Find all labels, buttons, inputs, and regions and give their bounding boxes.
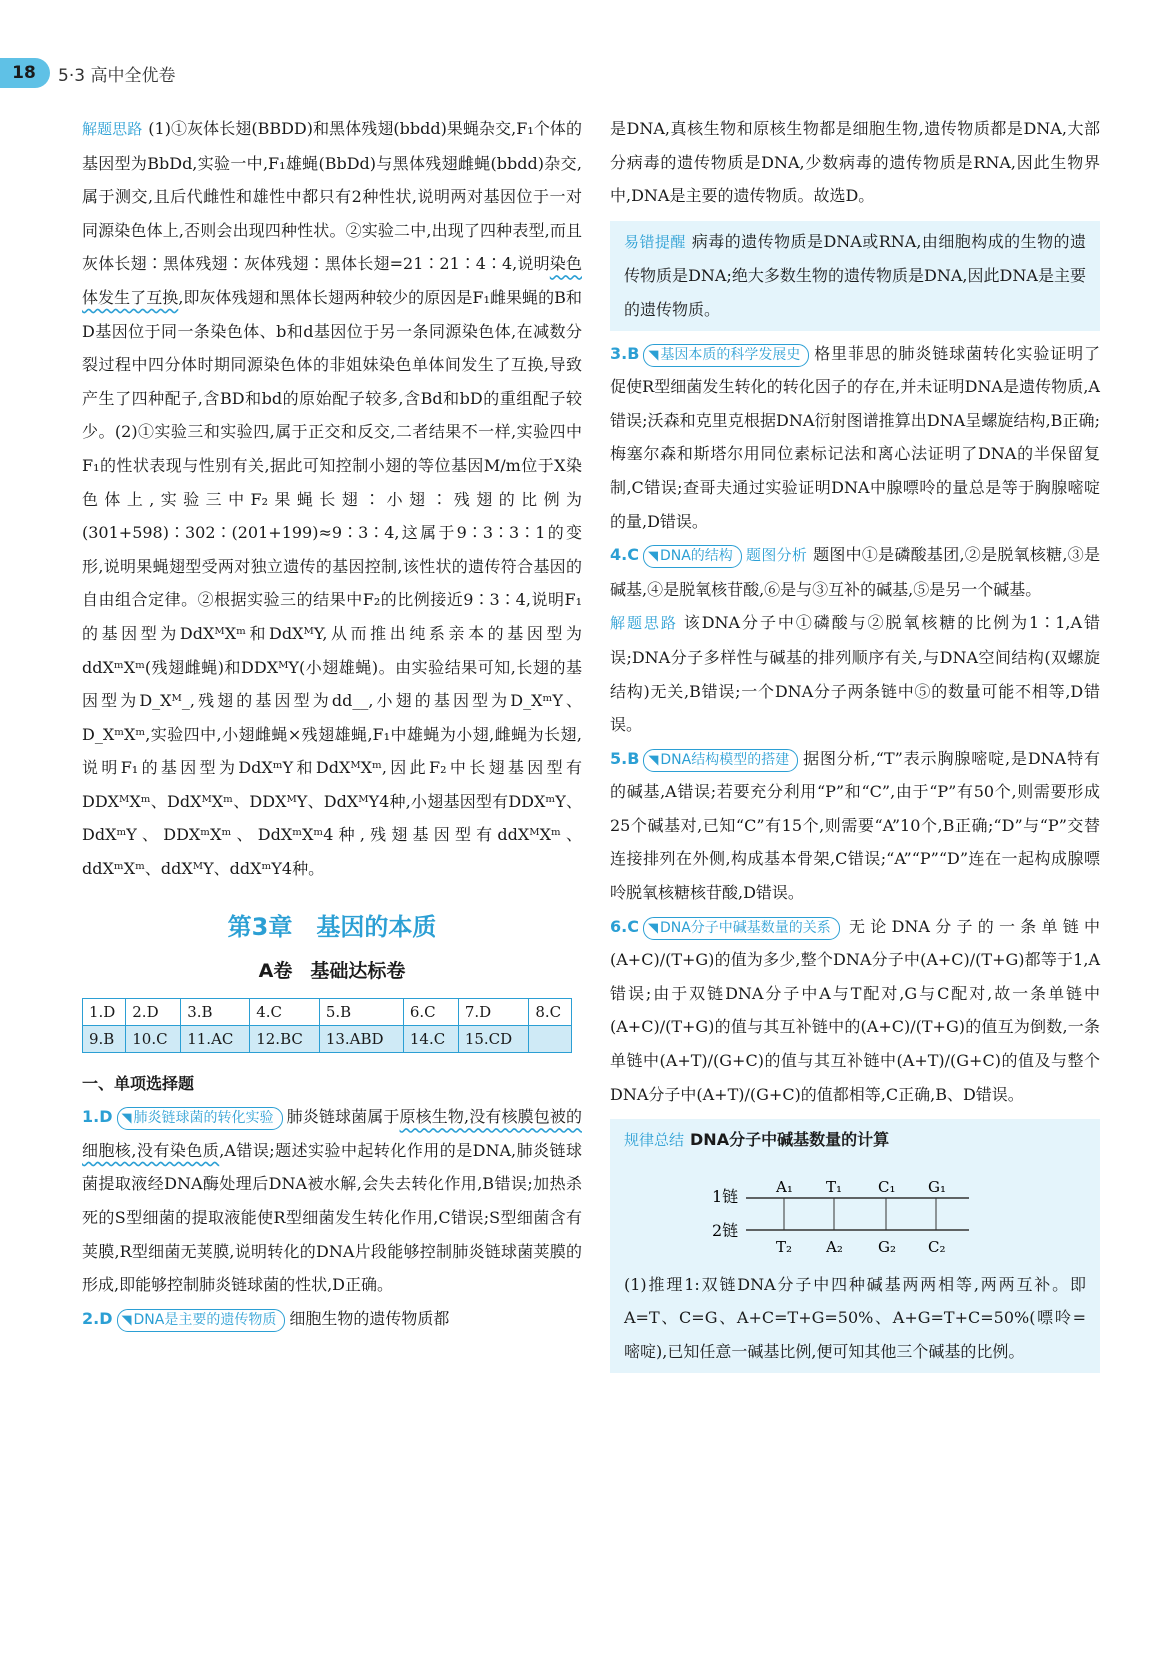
- error-reminder-label: 易错提醒: [624, 232, 686, 251]
- volume-title: A卷 基础达标卷: [258, 959, 406, 982]
- question-4-solution: 解题思路 该DNA分子中①磷酸与②脱氧核糖的比例为1∶1,A错误;DNA分子多样性与碱基的排列顺序有关,与DNA空间结构(双螺旋结构)无关,B错误;一个DNA分子两条链中⑤的数量可能不相等,D错误。: [610, 613, 1100, 735]
- page-header: [0, 48, 400, 96]
- strand-1-base: A₁: [776, 1177, 793, 1196]
- topic-tag: ◥ 基因本质的科学发展史: [643, 344, 809, 367]
- strand-1-base: C₁: [878, 1177, 896, 1196]
- rule-text: (1)推理1:双链DNA分子中四种碱基两两相等,两两互补。即A=T、C=G、A+C=T+G=50%、A+G=T+C=50%(嘌呤=嘧啶),已知任意一碱基比例,便可知其他三个碱基的比例。: [624, 1274, 1086, 1361]
- rule-summary-box: 规律总结 DNA分子中碱基数量的计算 1链 2链 A₁ T₁ C₁ G₁ T₂ A₂ G₂ C₂ (1)推理1:双链DNA分子中四种碱基两两相等,两两互补。即A=T、C=G、A+C=T+G=50%、A+G=T+C=50%(嘌呤=嘧啶),已知任意一碱基比例,便可知其他三个碱基的比例。: [610, 1119, 1100, 1372]
- flag-icon: ◥: [647, 920, 658, 936]
- answer-table: [82, 998, 572, 1053]
- question-4: 4.C ◥ DNA的结构 题图分析 题图中①是磷酸基团,②是脱氧核糖,③是碱基,④是脱氧核苷酸,⑥是与③互补的碱基,⑤是另一个碱基。: [610, 545, 1100, 599]
- strand-1-label: 1链: [712, 1186, 739, 1206]
- topic-tag: ◥ DNA是主要的遗传物质: [117, 1309, 286, 1332]
- flag-icon: ◥: [647, 549, 658, 565]
- right-column: [610, 112, 1100, 1379]
- left-column: [82, 112, 582, 1335]
- solution-paragraph: 解题思路 (1)①灰体长翅(BBDD)和黑体残翅(bbdd)果蝇杂交,F₁个体的基因型为BbDd,实验一中,F₁雄蝇(BbDd)与黑体残翅雌蝇(bbdd)杂交,属于测交,且后代雌性和雄性中都只有2种性状,说明两对基因位于一对同源染色体上,否则会出现四种性状。②实验二中,出现了四种表型,而且灰体长翅∶黑体残翅∶灰体残翅∶黑体长翅=21∶21∶4∶4,说明染色体发生了互换,即灰体残翅和黑体长翅两种较少的原因是F₁雌果蝇的B和D基因位于同一条染色体、b和d基因位于另一条同源染色体,在减数分裂过程中四分体时期同源染色体的非姐妹染色单体间发生了互换,导致产生了四种配子,含BD和bd的原始配子较多,含Bd和bD的重组配子较少。(2)①实验三和实验四,属于正交和反交,二者结果不一样,实验四中F₁的性状表现与性别有关,据此可知控制小翅的等位基因M/m位于X染色体上,实验三中F₂果蝇长翅∶小翅∶残翅的比例为(301+598)∶302∶(201+199)≈9∶3∶4,这属于9∶3∶3∶1的变形,说明果蝇翅型受两对独立遗传的基因控制,该性状的遗传符合基因的自由组合定律。②根据实验三的结果中F₂的比例接近9∶3∶4,说明F₁的基因型为DdXᴹXᵐ和DdXᴹY,从而推出纯系亲本的基因型为ddXᵐXᵐ(残翅雌蝇)和DDXᴹY(小翅雄蝇)。由实验结果可知,长翅的基因型为D_Xᴹ_,残翅的基因型为dd__,小翅的基因型为D_XᵐY、D_XᵐXᵐ,实验四中,小翅雌蝇×残翅雄蝇,F₁中雄蝇为小翅,雌蝇为长翅,说明F₁的基因型为DdXᵐY和DdXᴹXᵐ,因此F₂中长翅基因型有DDXᴹXᵐ、DdXᴹXᵐ、DDXᴹY、DdXᴹY4种,小翅基因型有DDXᵐY、DdXᵐY、DDXᵐXᵐ、DdXᵐXᵐ4种,残翅基因型有ddXᴹXᵐ、ddXᵐXᵐ、ddXᴹY、ddXᵐY4种。: [82, 119, 582, 879]
- strand-1-base: T₁: [826, 1177, 843, 1196]
- strand-1-base: G₁: [928, 1177, 946, 1196]
- strand-2-base: G₂: [878, 1237, 896, 1256]
- strand-2-base: A₂: [826, 1237, 843, 1256]
- strand-svg: [624, 1158, 1086, 1268]
- solution-label: 解题思路: [82, 120, 143, 138]
- answer-row: 1.D 2.D 3.B 4.C 5.B 6.C 7.D 8.C: [83, 998, 572, 1025]
- chapter-title: 第3章 基因的本质: [227, 912, 437, 941]
- question-2: 2.D ◥ DNA是主要的遗传物质 细胞生物的遗传物质都: [82, 1302, 582, 1336]
- rule-summary-label: 规律总结: [624, 1131, 685, 1150]
- question-1: 1.D ◥ 肺炎链球菌的转化实验 肺炎链球菌属于原核生物,没有核膜包被的细胞核,没有染色质,A错误;题述实验中起转化作用的是DNA,肺炎链球菌提取液经DNA酶处理后DNA被水解,会失去转化作用,B错误;加热杀死的S型细菌的提取液能使R型细菌发生转化作用,C错误;S型细菌含有荚膜,R型细菌无荚膜,说明转化的DNA片段能够控制肺炎链球菌荚膜的形成,即能够控制肺炎链球菌的性状,D正确。: [82, 1107, 582, 1295]
- question-3: 3.B ◥ 基因本质的科学发展史 格里菲思的肺炎链球菌转化实验证明了促使R型细菌发生转化的转化因子的存在,并未证明DNA是遗传物质,A错误;沃森和克里克根据DNA衍射图谱推算出DNA呈螺旋结构,B正确;梅塞尔森和斯塔尔用同位素标记法和离心法证明了DNA的半保留复制,C错误;查哥夫通过实验证明DNA中腺嘌呤的量总是等于胸腺嘧啶的量,D错误。: [610, 343, 1100, 531]
- topic-tag: ◥ DNA的结构: [643, 545, 742, 568]
- error-reminder-box: 易错提醒 病毒的遗传物质是DNA或RNA,由细胞构成的生物的遗传物质是DNA;绝大多数生物的遗传物质是DNA,因此DNA是主要的遗传物质。: [610, 221, 1100, 331]
- section-title: 一、单项选择题: [82, 1073, 195, 1093]
- book-title: 5·3 高中全优卷: [58, 66, 176, 86]
- flag-icon: ◥: [648, 347, 659, 363]
- answer-row: 9.B 10.C 11.AC 12.BC 13.ABD 14.C 15.CD: [83, 1025, 572, 1052]
- dna-strand-diagram: [624, 1158, 1086, 1268]
- topic-tag: ◥ DNA结构模型的搭建: [643, 749, 798, 772]
- topic-tag: ◥ DNA分子中碱基数量的关系: [643, 917, 840, 940]
- page-number: 18: [12, 63, 36, 83]
- strand-2-base: C₂: [928, 1237, 946, 1256]
- question-2-continued: 是DNA,真核生物和原核生物都是细胞生物,遗传物质都是DNA,大部分病毒的遗传物质是DNA,少数病毒的遗传物质是RNA,因此生物界中,DNA是主要的遗传物质。故选D。: [610, 119, 1100, 206]
- strand-2-base: T₂: [776, 1237, 793, 1256]
- strand-2-label: 2链: [712, 1220, 739, 1240]
- flag-icon: ◥: [121, 1111, 132, 1127]
- flag-icon: ◥: [121, 1312, 132, 1328]
- key-point: 染色体发生了互换: [82, 254, 582, 307]
- question-5: 5.B ◥ DNA结构模型的搭建 据图分析,“T”表示胸腺嘧啶,是DNA特有的碱基,A错误;若要充分利用“P”和“C”,由于“P”有50个,则需要形成25个碱基对,已知“C”有15个,则需要“A”10个,B正确;“D”与“P”交替连接排列在外侧,构成基本骨架,C错误;“A”“P”“D”连在一起构成腺嘌呤脱氧核糖核苷酸,D错误。: [610, 748, 1100, 903]
- topic-tag: ◥ 肺炎链球菌的转化实验: [117, 1107, 283, 1130]
- question-6: 6.C ◥ DNA分子中碱基数量的关系 无论DNA分子的一条单链中(A+C)/(T+G)的值为多少,整个DNA分子中(A+C)/(T+G)都等于1,A错误;由于双链DNA分子中A与T配对,G与C配对,故一条单链中(A+C)/(T+G)的值与其互补链中的(A+C)/(T+G)的值互为倒数,一条单链中(A+T)/(G+C)的值与其互补链中(A+T)/(G+C)的值及与整个DNA分子中(A+T)/(G+C)的值都相等,C正确,B、D错误。: [610, 916, 1100, 1104]
- flag-icon: ◥: [648, 752, 659, 768]
